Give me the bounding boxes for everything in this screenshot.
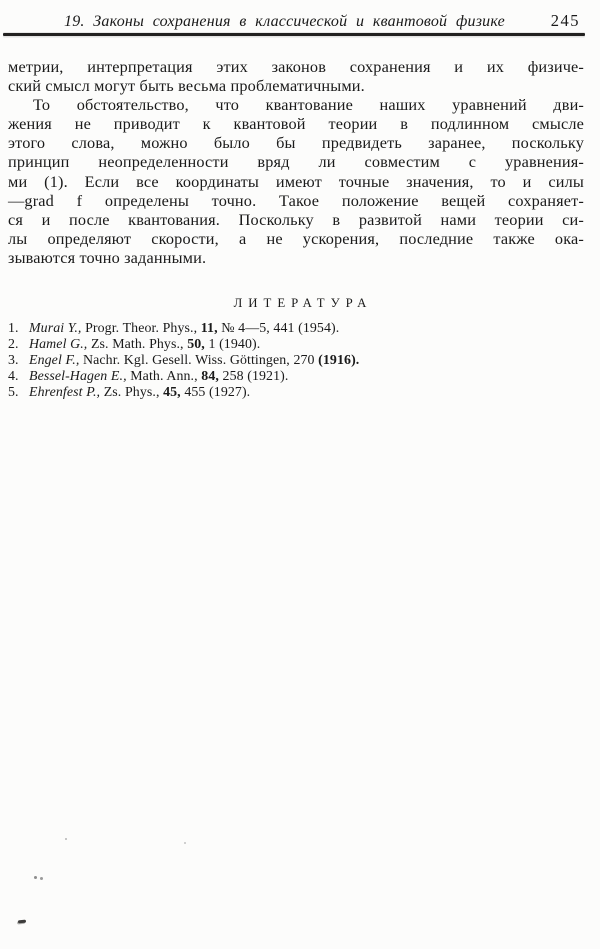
scan-artifact — [184, 842, 186, 844]
header-rule — [3, 33, 585, 36]
body-text-line: жения не приводит к квантовой теории в подлинном смысле — [8, 114, 584, 134]
reference-segment: Zs. Math. Phys., — [87, 336, 188, 352]
reference-segment: 11, — [200, 321, 218, 336]
reference-segment: 258 (1921). — [218, 368, 289, 384]
reference-segment: Murai Y., — [29, 321, 82, 336]
references-heading: ЛИТЕРАТУРА — [233, 296, 373, 310]
page-number: 245 — [550, 11, 580, 30]
body-text-line: этого слова, можно было бы предвидеть заранее, поскольку — [8, 133, 584, 153]
body-text-line: ский смысл могут быть весьма проблематичными. — [8, 76, 365, 96]
page-header — [0, 11, 600, 31]
reference-item — [8, 385, 590, 401]
reference-segment: 45, — [163, 384, 181, 400]
body-text-line: зываются точно заданными. — [8, 247, 207, 267]
reference-item — [8, 369, 590, 385]
body-text-line: ми (1). Если все координаты имеют точные значения, то и силы — [8, 171, 584, 191]
reference-segment: Hamel G., — [29, 336, 88, 352]
body-text-line: лы определяют скорости, а не ускорения, последние также ока- — [8, 228, 584, 248]
reference-segment: Progr. Theor. Phys., — [81, 321, 201, 336]
reference-segment: № 4—5, 441 (1954). — [217, 321, 340, 336]
reference-segment: (1916). — [318, 352, 360, 368]
scan-artifact — [34, 876, 37, 879]
reference-segment: 50, — [187, 336, 205, 352]
reference-item — [8, 337, 590, 353]
reference-segment: Bessel-Hagen E., — [29, 368, 127, 384]
body-text-line: принцип неопределенности вряд ли совместим с уравнения- — [8, 152, 584, 172]
reference-number: 5. — [8, 384, 19, 400]
reference-segment: Nachr. Kgl. Gesell. Wiss. Göttingen, 270 — [79, 352, 319, 368]
body-text-line: метрии, интерпретация этих законов сохранения и их физиче- — [8, 57, 584, 76]
running-header-title: 19. Законы сохранения в классической и квантовой физике — [64, 13, 505, 30]
scan-artifact — [18, 920, 26, 924]
body-text-line: То обстоятельство, что квантование наших уравнений дви- — [33, 95, 584, 115]
body-text-line: —grad f определены точно. Такое положение вещей сохраняет- — [8, 190, 584, 210]
reference-segment: Math. Ann., — [126, 368, 202, 384]
reference-number: 3. — [8, 352, 19, 368]
reference-segment: 455 (1927). — [180, 384, 251, 400]
body-text-block — [8, 57, 584, 267]
reference-item — [8, 321, 590, 337]
references-list — [8, 321, 590, 401]
reference-item — [8, 353, 590, 369]
reference-segment: 84, — [201, 368, 219, 384]
reference-number: 1. — [8, 321, 19, 336]
reference-segment: Zs. Phys., — [100, 384, 164, 400]
reference-segment: 1 (1940). — [204, 336, 261, 352]
reference-number: 4. — [8, 368, 19, 384]
reference-number: 2. — [8, 336, 19, 352]
reference-segment: Ehrenfest P., — [29, 384, 101, 400]
body-text-line: ся и после квантования. Поскольку в развитой нами теории си- — [8, 209, 584, 229]
scan-artifact — [65, 838, 67, 840]
reference-segment: Engel F., — [29, 352, 80, 368]
